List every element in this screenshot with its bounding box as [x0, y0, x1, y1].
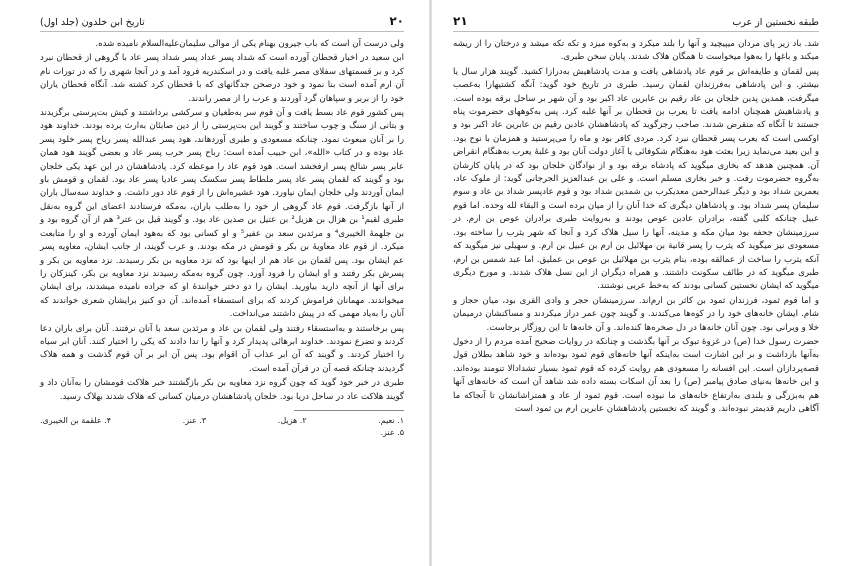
paragraph: پس برخاستند و به‌استسقاء رفتند ولی لقمان بن عاد و مرثدبن سعد با آنان نرفتند. آنان برای باران دعا کردند و تضرع نمودند. خداوند ابرهائی پدیدار کرد و آنها را ندا دادند که یکی را اختیار کنند. آنان ابر سیاه را اختیار کردند. و گویند که آن ابر عذاب آن اقوام بود. پس آن ابر بر آن قوم گذشت و همه هلاک گردیدند چنانکه قصه آن در قرآن آمده است.: [40, 323, 404, 374]
footnote-4: ۴. علقمة بن الخیبری.: [40, 415, 112, 425]
footnote-2: ۲. هزیل.: [277, 415, 307, 425]
footnote-separator: [294, 410, 404, 411]
right-page-header: [453, 14, 819, 32]
paragraph: ولی درست آن است که باب جیرون بهنام یکی از موالی سلیمان‌علیه‌السلام نامیده شده.: [95, 39, 404, 49]
left-page: [0, 0, 430, 566]
left-page-body: [40, 38, 404, 404]
left-page-number: ۲۰: [389, 14, 404, 28]
right-page-body: [453, 38, 819, 416]
footnote-5: ۵. عنز.: [380, 427, 404, 437]
paragraph: طبری در خبر خود گوید که چون گروه نزد معاویه بن بکر بازگشتند خبر هلاکت قومشان را به‌آنان داد و گویند هلاکت عاد در ساحل دریا بود. خلجان پادشاهشان درمیان کسانی که هلاک شدند بهلاک رسید.: [40, 378, 404, 402]
paragraph: ابن سعید در اخبار قحطان آورده است که شداد پسر عداد پسر شداد پسر عاد با گروهی از قحطان نبرد کرد و بر قسمتهای سفلای مصر غلبه یافت و در اسکندریه فرود آمد و در آنجا شهری را که در تورات نام آن ارم آمده است بنا نمود و خود درصحن جدگانهای که با قحطان کرد کشته شد. آنگاه قحطان یاران خود را از بربر و سپاهان گرد آوردند و عرب را از مصر راندند.: [40, 53, 404, 104]
right-page-number: ۲۱: [453, 14, 468, 28]
paragraph: و اما قوم ثمود، فرزندان ثمود بن کاثر بن ارم‌اند. سرزمینشان حجر و وادی القری بود، میان حجاز و شام. ایشان خانه‌های خود را در کوه‌ها می‌کندند. و گویند چون عمر دراز میکردند و مساکنشان درمیمان خلا و ویرانی بود. چون آنان خانه‌ها در دل صخره‌ها کنده‌اند. و آن خانه‌ها تا این روزگار برجاست.: [453, 295, 819, 333]
paragraph: حضرت رسول خدا (ص) در غزوهٔ تبوک بر آنها بگذشت و چنانکه در روایات صحیح آمده مردم را از دخول به‌آنها بازداشت و بر این اشارت است به‌اینکه آنها خانه‌های قوم ثمود بوده‌اند و خود شاهد بطلان قول قصه‌پردازان است. این افسانه را مسعودی هم روایت کرده که قوم ثمود بسیار تشدادالا تنومند بوده‌اند. و این خانه‌ها به‌نیای صادق پیامبر (ص) را بعد آن اسکات بسته داده شد شاهد آن است که خانه‌های آنها هم به‌بزرگی و بلندی به‌ارتفاع خانه‌های ما نبوده است. قوم ثمود از عاد و همتراشانشان تا آنجاکه ما آگاهی داریم قدیمتر نبوده‌اند. و گویند که نخستین پادشاهشان عابرین ارم بن ثمود است: [453, 336, 819, 414]
right-page-running-title: طبقه نخستین از عرب: [732, 17, 819, 28]
paragraph: شد. باد زیر پای مردان میپیچید و آنها را بلند میکرد و به‌کوه میزد و تکه تکه میشد و درختان را از ریشه میکند و باغها را به‌هوا میخواست تا همگان هلاک شدند. پایان سخن طبری.: [453, 39, 819, 63]
paragraph: پس لقمان و طایفه‌اش بر قوم عاد پادشاهی یافت و مدت پادشاهیش به‌درازا کشید. گویند هزار سال یا بیشتر. و این پادشاهی به‌فرزندان لقمان رسید. طبری در تاریخ خود گوید: آنگه کشتیهارا به‌غصب میگرفت، همدین پدین خلجان بن عاد رقیم بن عابرین عاد اکبر بود و آن شهر بر ساحل برقه بوده است. و پادشاهیش همچنان ادامه یافت تا یعرب بن قحطان بر آنها غلبه کرد. پس به‌کوههای حضرموت پناه جستند تا آنگاه که منقرض شدند. صاحب رجزگوید که پادشاهشان عادبن رقیم بن عابرین عاد اکبر بود و اوکسی است که یعرب پسر قحطان نبرد کرد. مردی کافر بود و ماه را می‌پرستید و همزمان با نوح بود. و این بعید می‌نماید زیرا بعثت هود به‌هنگام شکوفائی یا آغاز دولت آنان بود و غلبهٔ یعرب به‌هنگام انقراض آن. همچنین هدهد که بخاری میگوید که پادشاه برقه بود و از نوادگان خلجان بود که در پایان کارشان به‌گروه حضرموت رفت. و خبر بخاری مسلم است. و علی بن عبدالعزیز الجرجانی گوید: از ملوک عاد، یعمرین شداد بود و دیگر عبدالرحمن معدیکرب بن شمدین شداد بود و قوم عادپسر شداد بن عاد و سوم سلیمان پسر شداد بود. و پادشاهان دیگری که خدا آنان را از میان برده است و البقاء لله وحده. اما قوم عبیل چنانکه کلبی گفته، برادران عادبن عوص بودند و به‌روایت طبری برادران عوص بن ارم. در سرزمینشان جحفه بود میان مکه و مدینه، آنها را سیل هلاک کرد و آنجا که شهر یثرب را ساخته بود. مسعودی نیز میگوید که یثرب را پسر قانیة بن مهلائیل بن ارم بن عبیل بن ارم. و سهیلی نیز میگوید که آنکه یثرب را ساخت از عمالقه بوده، بنام یثرب بن مهلائیل بن عوص بن عملیق. اما عبد شمس بن ارم، طبری میگوید که در طائف سکونت داشتند. و همراه دیگران از این نسل هلاک شدند. و مورخ دیگری میگوید که ایشان نخستین کسانی بودند که به‌خط عربی نوشتند.: [453, 66, 819, 292]
left-page-running-title: تاریخ ابن خلدون (جلد اول): [40, 17, 145, 28]
paragraph: پس کشور قوم عاد بسط یافت و آن قوم سر به‌طغیان و سرکشی برداشتند و کیش بت‌پرستی برگزیدند و بتانی از سنگ و چوب ساختند و گویند این بت‌پرستی را از دین صابئان به‌ارث برده بودند. خداوند هود را بر آنان مبعوث نمود. چنانکه مسعودی و طبری آوردهاند، هود پسر عبدالله پسر رباح پسر خلود پسر عاد بوده و در کتاب «الله»، ابن حبیب آمده است: رباح پسر حرب پسر عاد و بعضی گویند هود همان عابر پسر شالخ پسر ارفخشد است. هود قوم عاد را موعظه کرد. پادشاهشان در این عهد یکی خلجان بود و گویند که لقمان پسر عاد پسر ملطاط پسر سکسک پسر عادیا پسر عاد بود. لقمان و قومش باو ایمان آوردند ولی خلجان ایمان نیاورد. هود عشیره‌اش را از قوم عاد دور داشت. و خداوند سه‌سال باران از آنها بازگرفت. قوم عاد گروهی از خود را به‌طلب باران، به‌مکه فرستادند اعضای این گروه به‌نقل طبری لقیم¹ بن هزال بن هزیل² بن عتیل بن صدین عاد بود. و گویند قیل بن عتر³ هم از آن گروه بود و بن جلهمهٔ الخیبری⁴ و مرثدبن سعد بن عفیر⁵ و او کسانی بود که به‌هود ایمان آورده و او را متابعت میکرد. از قوم عاد معاویهٔ بن بکر و قومش در مکه بودند. و عرب گویند، از جانب ایشان، معاویه پسر عم ایشان بود. پس لقمان بن عاد هم از اینها بود که نزد معاویه بن بکر رسیدند. نزد معاویه بن بکر و پسرش بکر رفتند و او ایشان را فرود آورد. چون گروه به‌مکه رسیدند نزد معاویه بن بکر، کینزکان را برای آنها از آنچه دارید بیاورید. ایشان را دو دختر خوانندهٔ او که جراده نامیده میشدند، برای ایشان میخواندند. مهمانان فراموش کردند که برای استسقاء آمده‌اند. آن دو کنیز برایشان شعری خواندند که آنان را به‌یاد مهمی که در پیش داشتند می‌انداخت.: [40, 108, 405, 320]
left-page-header: [40, 14, 404, 32]
footnotes: [40, 415, 404, 427]
right-page: [431, 0, 861, 566]
footnote-1: ۱. نعیم.: [378, 415, 404, 425]
footnote-3: ۳. عنز.: [182, 415, 207, 425]
